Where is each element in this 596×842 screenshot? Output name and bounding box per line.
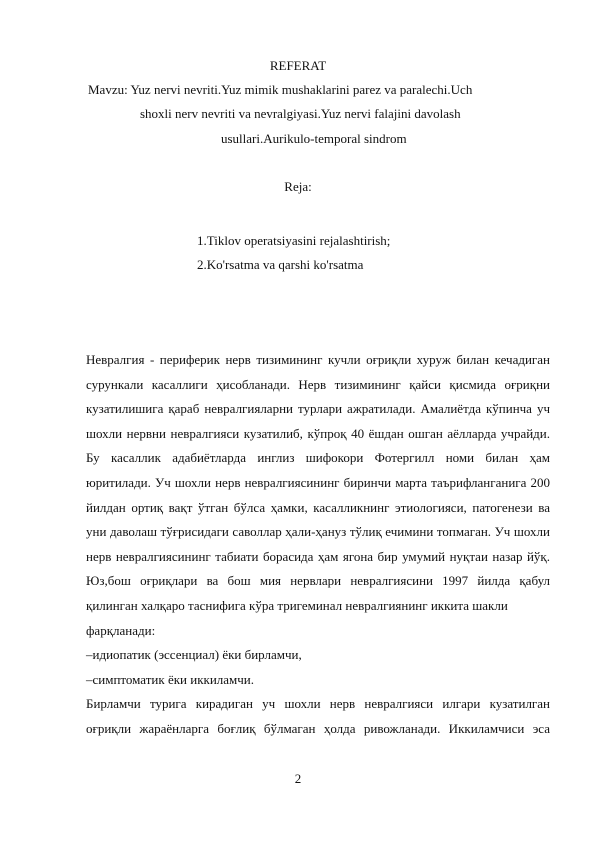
topic-line-3: usullari.Aurikulo-temporal sindrom xyxy=(221,131,407,146)
plan-title: Reja: xyxy=(284,179,312,194)
body-text xyxy=(86,348,550,742)
document-title: REFERAT xyxy=(269,58,327,73)
paragraph-1: Невралгия - периферик нерв тизимининг кучли оғриқли хуруж билан кечадиган сурункали касаллиги ҳисобланади. Нерв тизимининг қайси қисмида оғриқни кузатилишига қараб невралгияларни турлари ажратилади. Амалиётда кўпинча уч шохли нервни невралгияси кузатилиб, кўпроқ 40 ёшдан ошган аёлларда учрайди. Бу касаллик адабиётларда инглиз шифокори Фотергилл номи билан ҳам юритилади. Уч шохли нерв невралгиясининг биринчи марта таърифланганига 200 йилдан ортиқ вақт ўтган бўлса ҳамки, касалликнинг этиологияси, патогенези ва уни даволаш тўғрисидаги саволлар ҳали-ҳануз тўлиқ ечимини топмаган. Уч шохли нерв невралгиясининг табиати борасида ҳам ягона бир умумий нуқтаи назар йўқ. Юз,бош оғриқлари ва бош мия нервлари невралгиясини 1997 йилда қабул қилинган халқаро таснифига кўра тригеминал невралгиянинг иккита шакли xyxy=(86,352,550,613)
paragraph-1-end: фарқланади: xyxy=(86,622,156,638)
list-item-2: –симптоматик ёки иккиламчи. xyxy=(86,671,255,687)
topic-line-2: shoxli nerv nevriti va nevralgiyasi.Yuz nervi falajini davolash xyxy=(140,106,461,121)
plan-item-2: 2.Ko'rsatma va qarshi ko'rsatma xyxy=(197,257,364,272)
list-item-1: –идиопатик (эссенциал) ёки бирламчи, xyxy=(86,647,302,663)
paragraph-2: Бирламчи турига кирадиган уч шохли нерв невралгияси илгари кузатилган оғриқли жараёнларга боғлиқ бўлмаган ҳолда ривожланади. Иккиламчиси эса xyxy=(86,696,550,736)
topic-line-1: Mavzu: Yuz nervi nevriti.Yuz mimik mushaklarini parez va paralechi.Uch xyxy=(88,82,473,97)
plan-item-1: 1.Tiklov operatsiyasini rejalashtirish; xyxy=(197,233,391,248)
page-number: 2 xyxy=(294,771,302,786)
